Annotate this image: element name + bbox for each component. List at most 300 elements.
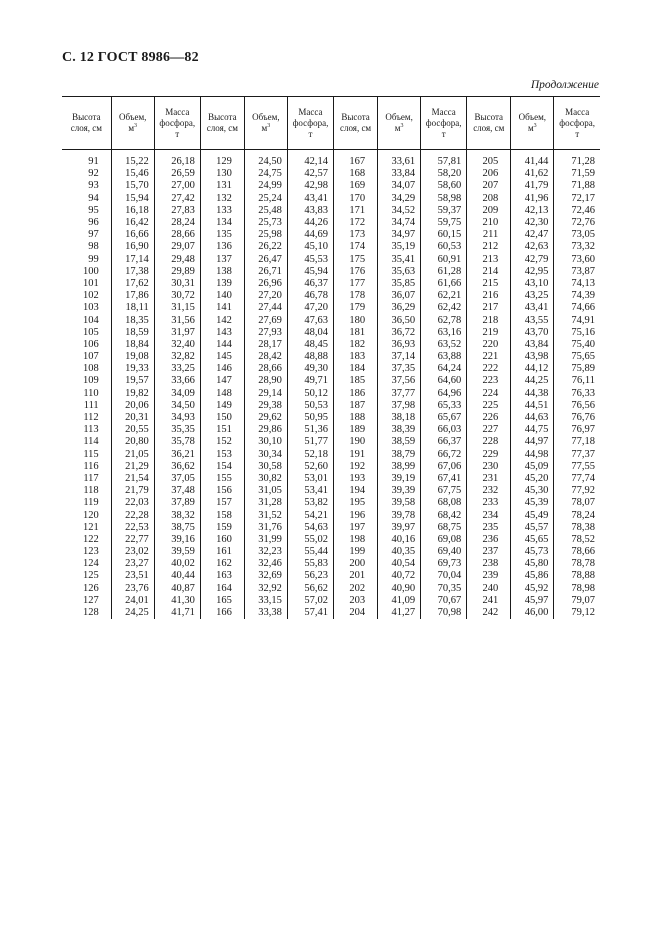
mass-cell: 29,07 [154,241,200,253]
volume-cell: 36,29 [378,302,421,314]
mass-cell: 65,33 [421,400,467,412]
height-cell: 178 [334,290,378,302]
mass-cell: 55,83 [287,558,333,570]
volume-cell: 44,38 [511,388,554,400]
volume-cell: 21,29 [111,461,154,473]
volume-cell: 23,76 [111,583,154,595]
height-cell: 130 [200,168,244,180]
table-row [62,436,600,448]
mass-cell: 42,98 [287,180,333,192]
volume-cell: 33,38 [244,607,287,619]
mass-cell: 64,60 [421,375,467,387]
mass-cell: 44,26 [287,217,333,229]
height-cell: 207 [467,180,511,192]
mass-cell: 71,28 [554,150,600,169]
volume-cell: 43,55 [511,314,554,326]
mass-cell: 46,37 [287,278,333,290]
volume-cell: 32,92 [244,583,287,595]
height-cell: 149 [200,400,244,412]
mass-cell: 74,13 [554,278,600,290]
volume-cell: 45,30 [511,485,554,497]
mass-cell: 37,05 [154,473,200,485]
mass-cell: 37,48 [154,485,200,497]
mass-cell: 34,93 [154,412,200,424]
height-cell: 109 [82,375,99,387]
height-cell: 182 [334,339,378,351]
height-cell: 196 [334,509,378,521]
height-cell: 141 [200,302,244,314]
height-cell: 213 [467,254,511,266]
volume-cell: 17,14 [111,254,154,266]
mass-cell: 79,12 [554,607,600,619]
mass-cell: 46,78 [287,290,333,302]
mass-cell: 78,88 [554,570,600,582]
table-row [62,351,600,363]
volume-cell: 20,80 [111,436,154,448]
mass-cell: 78,66 [554,546,600,558]
volume-cell: 19,08 [111,351,154,363]
volume-cell: 39,19 [378,473,421,485]
volume-cell: 43,98 [511,351,554,363]
height-cell: 135 [200,229,244,241]
mass-cell: 33,25 [154,363,200,375]
height-cell: 210 [467,217,511,229]
volume-cell: 30,58 [244,461,287,473]
height-cell: 175 [334,254,378,266]
mass-cell: 49,71 [287,375,333,387]
mass-cell: 28,66 [154,229,200,241]
volume-cell: 45,92 [511,583,554,595]
volume-cell: 46,00 [511,607,554,619]
height-cell: 99 [88,253,99,265]
height-cell: 98 [88,241,99,253]
volume-cell: 15,22 [111,150,154,169]
mass-cell: 78,38 [554,522,600,534]
volume-cell: 28,42 [244,351,287,363]
height-cell: 221 [467,351,511,363]
page-header: С. 12 ГОСТ 8986—82 [62,50,199,65]
mass-cell: 40,87 [154,583,200,595]
volume-cell: 44,75 [511,424,554,436]
mass-cell: 38,32 [154,509,200,521]
height-cell: 117 [83,472,99,484]
height-cell: 145 [200,351,244,363]
height-cell: 134 [200,217,244,229]
mass-cell: 57,41 [287,607,333,619]
volume-cell: 22,77 [111,534,154,546]
height-cell: 112 [83,412,99,424]
height-cell: 194 [334,485,378,497]
mass-cell: 53,41 [287,485,333,497]
height-cell: 128 [82,607,99,619]
height-cell: 170 [334,193,378,205]
mass-cell: 52,60 [287,461,333,473]
volume-cell: 42,79 [511,254,554,266]
header-height: Высота слоя, см [62,97,111,150]
height-cell: 240 [467,583,511,595]
height-cell: 155 [200,473,244,485]
mass-cell: 72,46 [554,205,600,217]
height-cell: 238 [467,558,511,570]
table-row [62,497,600,509]
volume-cell: 24,01 [111,595,154,607]
volume-cell: 42,47 [511,229,554,241]
table-row [62,363,600,375]
height-cell: 235 [467,522,511,534]
volume-cell: 30,34 [244,449,287,461]
height-cell: 191 [334,449,378,461]
volume-cell: 35,41 [378,254,421,266]
volume-cell: 44,25 [511,375,554,387]
height-cell: 225 [467,400,511,412]
height-cell: 160 [200,534,244,546]
volume-cell: 26,96 [244,278,287,290]
height-cell: 204 [334,607,378,619]
volume-cell: 45,80 [511,558,554,570]
volume-cell: 41,79 [511,180,554,192]
volume-cell: 23,27 [111,558,154,570]
height-cell: 169 [334,180,378,192]
volume-cell: 24,50 [244,150,287,169]
height-cell: 122 [82,533,99,545]
volume-cell: 21,54 [111,473,154,485]
mass-cell: 60,15 [421,229,467,241]
table-row [62,522,600,534]
table-body [62,150,600,620]
height-cell: 147 [200,375,244,387]
volume-cell: 45,49 [511,509,554,521]
volume-cell: 31,76 [244,522,287,534]
volume-cell: 22,53 [111,522,154,534]
volume-cell: 37,98 [378,400,421,412]
mass-cell: 48,04 [287,327,333,339]
height-cell: 174 [334,241,378,253]
volume-cell: 44,97 [511,436,554,448]
volume-cell: 40,90 [378,583,421,595]
table-row [62,546,600,558]
mass-cell: 75,65 [554,351,600,363]
mass-cell: 62,21 [421,290,467,302]
mass-cell: 54,63 [287,522,333,534]
height-cell: 211 [467,229,511,241]
volume-cell: 40,54 [378,558,421,570]
mass-cell: 65,67 [421,412,467,424]
volume-cell: 31,99 [244,534,287,546]
volume-cell: 29,38 [244,400,287,412]
mass-cell: 43,83 [287,205,333,217]
mass-cell: 74,91 [554,314,600,326]
height-cell: 105 [82,326,99,338]
height-cell: 190 [334,436,378,448]
height-cell: 171 [334,205,378,217]
volume-cell: 29,86 [244,424,287,436]
header-mass: Масса фосфора, т [421,97,467,150]
height-cell: 195 [334,497,378,509]
height-cell: 138 [200,266,244,278]
height-cell: 205 [467,150,511,169]
height-cell: 168 [334,168,378,180]
height-cell: 183 [334,351,378,363]
mass-cell: 27,83 [154,205,200,217]
mass-cell: 44,69 [287,229,333,241]
mass-cell: 71,88 [554,180,600,192]
table-row [62,339,600,351]
mass-cell: 56,23 [287,570,333,582]
volume-cell: 41,27 [378,607,421,619]
mass-cell: 70,67 [421,595,467,607]
mass-cell: 63,88 [421,351,467,363]
height-cell: 198 [334,534,378,546]
volume-cell: 27,93 [244,327,287,339]
height-cell: 222 [467,363,511,375]
mass-cell: 60,53 [421,241,467,253]
height-cell: 163 [200,570,244,582]
volume-cell: 22,28 [111,509,154,521]
height-cell: 161 [200,546,244,558]
mass-cell: 58,98 [421,193,467,205]
height-cell: 188 [334,412,378,424]
volume-cell: 39,97 [378,522,421,534]
height-cell: 216 [467,290,511,302]
mass-cell: 66,72 [421,449,467,461]
mass-cell: 55,44 [287,546,333,558]
volume-cell: 19,33 [111,363,154,375]
height-cell: 121 [82,521,99,533]
mass-cell: 29,48 [154,254,200,266]
volume-cell: 21,05 [111,449,154,461]
volume-cell: 45,57 [511,522,554,534]
volume-cell: 18,11 [111,302,154,314]
mass-cell: 68,75 [421,522,467,534]
height-cell: 120 [82,509,99,521]
mass-cell: 45,53 [287,254,333,266]
volume-cell: 43,25 [511,290,554,302]
height-cell: 111 [83,399,99,411]
mass-cell: 32,82 [154,351,200,363]
volume-cell: 24,99 [244,180,287,192]
height-cell: 114 [83,436,99,448]
volume-cell: 44,12 [511,363,554,375]
height-cell: 202 [334,583,378,595]
mass-cell: 45,94 [287,266,333,278]
table-row [62,558,600,570]
volume-cell: 43,41 [511,302,554,314]
volume-cell: 26,22 [244,241,287,253]
mass-cell: 35,78 [154,436,200,448]
mass-cell: 32,40 [154,339,200,351]
height-cell: 177 [334,278,378,290]
volume-cell: 33,15 [244,595,287,607]
table-row [62,388,600,400]
mass-cell: 75,89 [554,363,600,375]
mass-cell: 67,41 [421,473,467,485]
volume-cell: 15,46 [111,168,154,180]
volume-cell: 15,70 [111,180,154,192]
mass-cell: 77,37 [554,449,600,461]
height-cell: 113 [83,424,99,436]
mass-cell: 35,35 [154,424,200,436]
height-cell: 125 [82,570,99,582]
header-mass: Масса фосфора, т [287,97,333,150]
height-cell: 236 [467,534,511,546]
mass-cell: 72,76 [554,217,600,229]
mass-cell: 34,09 [154,388,200,400]
height-cell: 129 [200,150,244,169]
table-row [62,254,600,266]
table-row [62,583,600,595]
height-cell: 91 [88,156,99,168]
height-cell: 119 [83,497,99,509]
mass-cell: 31,15 [154,302,200,314]
height-cell: 150 [200,412,244,424]
table-row [62,217,600,229]
table-row [62,290,600,302]
volume-cell: 29,14 [244,388,287,400]
height-cell: 237 [467,546,511,558]
volume-cell: 34,97 [378,229,421,241]
mass-cell: 59,75 [421,217,467,229]
height-cell: 167 [334,150,378,169]
volume-cell: 37,56 [378,375,421,387]
mass-cell: 43,41 [287,193,333,205]
mass-cell: 64,24 [421,363,467,375]
height-cell: 132 [200,193,244,205]
volume-cell: 25,98 [244,229,287,241]
height-cell: 230 [467,461,511,473]
height-cell: 156 [200,485,244,497]
volume-cell: 41,96 [511,193,554,205]
volume-cell: 40,72 [378,570,421,582]
mass-cell: 38,75 [154,522,200,534]
table-row [62,327,600,339]
volume-cell: 39,39 [378,485,421,497]
mass-cell: 77,92 [554,485,600,497]
volume-cell: 28,90 [244,375,287,387]
height-cell: 206 [467,168,511,180]
height-cell: 181 [334,327,378,339]
mass-cell: 62,42 [421,302,467,314]
mass-cell: 56,62 [287,583,333,595]
height-cell: 231 [467,473,511,485]
height-cell: 103 [82,302,99,314]
height-cell: 193 [334,473,378,485]
table-row [62,400,600,412]
mass-cell: 40,02 [154,558,200,570]
header-mass: Масса фосфора, т [154,97,200,150]
mass-cell: 41,30 [154,595,200,607]
height-cell: 218 [467,314,511,326]
mass-cell: 42,14 [287,150,333,169]
mass-cell: 76,56 [554,400,600,412]
height-cell: 217 [467,302,511,314]
table-row [62,180,600,192]
volume-cell: 15,94 [111,193,154,205]
height-cell: 116 [83,460,99,472]
volume-cell: 38,79 [378,449,421,461]
table-row [62,595,600,607]
mass-cell: 78,98 [554,583,600,595]
mass-cell: 73,60 [554,254,600,266]
mass-cell: 45,10 [287,241,333,253]
header-volume: Объем, $м^3$ [111,97,154,150]
height-cell: 139 [200,278,244,290]
mass-cell: 54,21 [287,509,333,521]
volume-cell: 32,46 [244,558,287,570]
continuation-label: Продолжение [530,79,599,91]
mass-cell: 66,37 [421,436,467,448]
volume-cell: 20,55 [111,424,154,436]
height-cell: 118 [83,485,99,497]
height-cell: 97 [88,229,99,241]
height-cell: 239 [467,570,511,582]
volume-cell: 43,84 [511,339,554,351]
volume-cell: 38,18 [378,412,421,424]
volume-cell: 32,23 [244,546,287,558]
volume-cell: 18,59 [111,327,154,339]
mass-cell: 58,60 [421,180,467,192]
mass-cell: 31,97 [154,327,200,339]
volume-cell: 38,59 [378,436,421,448]
mass-cell: 50,53 [287,400,333,412]
mass-cell: 77,55 [554,461,600,473]
volume-cell: 33,61 [378,150,421,169]
mass-cell: 40,44 [154,570,200,582]
volume-cell: 25,48 [244,205,287,217]
height-cell: 176 [334,266,378,278]
height-cell: 209 [467,205,511,217]
height-cell: 142 [200,314,244,326]
volume-cell: 32,69 [244,570,287,582]
height-cell: 158 [200,509,244,521]
height-cell: 224 [467,388,511,400]
mass-cell: 47,63 [287,314,333,326]
mass-cell: 76,76 [554,412,600,424]
volume-cell: 16,18 [111,205,154,217]
mass-cell: 60,91 [421,254,467,266]
table-row [62,485,600,497]
height-cell: 94 [88,192,99,204]
mass-cell: 76,97 [554,424,600,436]
mass-cell: 63,52 [421,339,467,351]
volume-cell: 20,31 [111,412,154,424]
header-mass: Масса фосфора, т [554,97,600,150]
volume-cell: 45,20 [511,473,554,485]
height-cell: 123 [82,546,99,558]
mass-cell: 61,66 [421,278,467,290]
height-cell: 212 [467,241,511,253]
height-cell: 100 [82,265,99,277]
mass-cell: 70,35 [421,583,467,595]
mass-cell: 76,11 [554,375,600,387]
mass-cell: 78,07 [554,497,600,509]
table-row [62,314,600,326]
volume-cell: 42,30 [511,217,554,229]
mass-cell: 48,45 [287,339,333,351]
volume-cell: 41,62 [511,168,554,180]
table-row [62,266,600,278]
height-cell: 159 [200,522,244,534]
volume-cell: 41,09 [378,595,421,607]
height-cell: 186 [334,388,378,400]
mass-cell: 73,05 [554,229,600,241]
volume-cell: 27,44 [244,302,287,314]
height-cell: 197 [334,522,378,534]
volume-cell: 37,14 [378,351,421,363]
volume-cell: 36,07 [378,290,421,302]
volume-cell: 17,38 [111,266,154,278]
volume-cell: 19,57 [111,375,154,387]
mass-cell: 75,16 [554,327,600,339]
